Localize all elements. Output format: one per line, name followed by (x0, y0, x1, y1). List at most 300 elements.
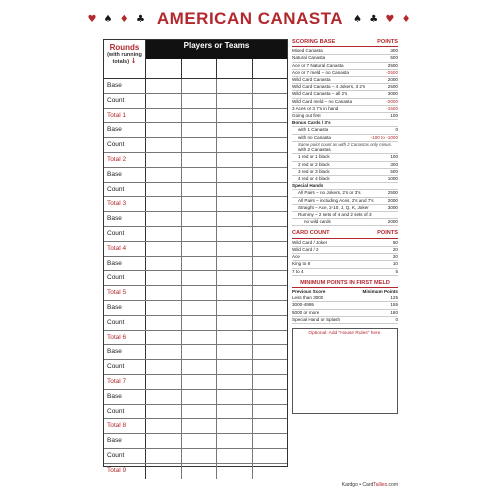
score-cell[interactable] (252, 271, 288, 285)
score-cell[interactable] (181, 212, 217, 226)
score-line (292, 70, 398, 77)
round-row-label: Count (104, 360, 146, 374)
rounds-subtitle-2-text: totals) (112, 59, 130, 65)
score-cell[interactable] (181, 271, 217, 285)
score-cell[interactable] (181, 286, 217, 300)
player-column-head[interactable] (252, 59, 288, 78)
page-title: AMERICAN CANASTA (156, 9, 344, 28)
line-points: 2000 (387, 77, 398, 83)
score-cell[interactable] (216, 345, 252, 359)
score-cells (146, 449, 287, 463)
score-line (292, 99, 398, 106)
line-label: Special Hand or Splash (292, 316, 341, 322)
line-label: King to 8 (292, 261, 311, 267)
score-cell[interactable] (252, 434, 288, 448)
line-points: 20 (392, 246, 398, 252)
score-cell[interactable] (146, 153, 181, 167)
bonus-heading-text: Bonus Cards / 3's (292, 120, 331, 126)
card-count-points-title: POINTS (377, 230, 398, 237)
score-line (292, 302, 398, 309)
line-points: -2000 (386, 98, 398, 104)
score-cell[interactable] (181, 109, 217, 123)
club-icon: ♣ (135, 13, 147, 25)
line-label: with no Canasta (298, 134, 331, 140)
score-cell[interactable] (181, 419, 217, 433)
score-cell[interactable] (146, 138, 181, 152)
minimum-points-label: Minimum Points (362, 288, 398, 294)
score-cell[interactable] (181, 405, 217, 419)
line-label: Wild Card Canasta – 4 Jokers, 3 2's (292, 84, 366, 90)
score-cell[interactable] (146, 271, 181, 285)
score-cell[interactable] (252, 79, 288, 93)
grid-row (104, 449, 287, 464)
card-count-title: CARD COUNT (292, 230, 330, 237)
round-row-label: Base (104, 345, 146, 359)
score-cell[interactable] (252, 153, 288, 167)
grid-row (104, 123, 287, 138)
score-cell[interactable] (252, 449, 288, 463)
first-meld-title: MINIMUM POINTS IN FIRST MELD (300, 279, 390, 286)
grid-row (104, 212, 287, 227)
score-cell[interactable] (216, 109, 252, 123)
score-cells (146, 79, 287, 93)
players-title: Players or Teams (146, 40, 287, 59)
grid-row (104, 301, 287, 316)
score-cell[interactable] (181, 464, 217, 479)
two-canastas-heading (292, 147, 398, 154)
score-cell[interactable] (252, 197, 288, 211)
grid-row (104, 197, 287, 212)
score-cells (146, 464, 287, 479)
card-count-heading (292, 230, 398, 238)
grid-row (104, 138, 287, 153)
score-cell[interactable] (146, 390, 181, 404)
score-cell[interactable] (146, 197, 181, 211)
two-canastas-lines (292, 154, 398, 183)
score-cell[interactable] (252, 405, 288, 419)
score-line (292, 154, 398, 161)
score-line (292, 254, 398, 261)
score-cell[interactable] (146, 464, 181, 479)
score-cell[interactable] (146, 375, 181, 389)
grid-row (104, 227, 287, 242)
score-cell[interactable] (252, 286, 288, 300)
line-label: Ace or 7 meld – no Canasta (292, 69, 349, 75)
score-cell[interactable] (181, 316, 217, 330)
line-label: 3 red or 3 black (298, 168, 330, 174)
line-label: Wild Card meld – no Canasta (292, 98, 353, 104)
round-row-label: Base (104, 434, 146, 448)
score-cell[interactable] (181, 123, 217, 137)
scoring-base-heading (292, 39, 398, 47)
total-row-label: Total 2 (104, 153, 146, 167)
score-cell[interactable] (181, 360, 217, 374)
score-cell[interactable] (146, 360, 181, 374)
score-line (292, 162, 398, 169)
player-column-head[interactable] (146, 59, 181, 78)
score-cell[interactable] (216, 464, 252, 479)
grid-row (104, 390, 287, 405)
line-points: 2500 (387, 62, 398, 68)
score-cell[interactable] (181, 301, 217, 315)
line-points: 10 (392, 261, 398, 267)
round-row-label: Base (104, 257, 146, 271)
brand-card: Card (362, 482, 374, 488)
score-cell[interactable] (252, 331, 288, 345)
line-points: 500 (390, 55, 398, 61)
score-cell[interactable] (252, 316, 288, 330)
line-label: All Pairs – no Jokers, 2's or 3's (298, 190, 361, 196)
score-line (292, 63, 398, 70)
score-cell[interactable] (181, 153, 217, 167)
grid-row (104, 419, 287, 434)
score-cells (146, 434, 287, 448)
scoring-panel (292, 39, 398, 414)
line-points: -100 to -1000 (370, 134, 398, 140)
rummy-sub-points: 2000 (387, 219, 398, 225)
score-cells (146, 109, 287, 123)
score-cell[interactable] (252, 464, 288, 479)
score-line (292, 190, 398, 197)
score-cell[interactable] (252, 168, 288, 182)
brand-tallies: Tallies (373, 482, 388, 488)
score-cell[interactable] (181, 390, 217, 404)
score-cell[interactable] (216, 375, 252, 389)
score-cell[interactable] (216, 301, 252, 315)
player-column-head[interactable] (181, 59, 217, 78)
score-cells (146, 286, 287, 300)
score-cell[interactable] (181, 449, 217, 463)
line-points: 300 (390, 161, 398, 167)
score-cell[interactable] (146, 405, 181, 419)
total-row-label: Total 7 (104, 375, 146, 389)
score-cell[interactable] (181, 345, 217, 359)
brand-dotcom: .com (387, 482, 398, 488)
round-row-label: Count (104, 94, 146, 108)
score-line (292, 106, 398, 113)
line-points: 50 (392, 239, 398, 245)
score-cells (146, 345, 287, 359)
line-label: Mixed Canasta (292, 48, 323, 54)
score-line (292, 269, 398, 276)
score-cell[interactable] (146, 109, 181, 123)
score-cells (146, 94, 287, 108)
rounds-header (104, 40, 146, 78)
score-cell[interactable] (252, 390, 288, 404)
grid-row (104, 375, 287, 390)
total-row-label: Total 6 (104, 331, 146, 345)
score-line (292, 127, 398, 134)
score-cell[interactable] (216, 94, 252, 108)
footer (0, 482, 398, 488)
score-cell[interactable] (216, 419, 252, 433)
score-cell[interactable] (216, 197, 252, 211)
score-cell[interactable] (216, 183, 252, 197)
score-cell[interactable] (216, 405, 252, 419)
score-cells (146, 123, 287, 137)
special-lines (292, 190, 398, 212)
grid-row (104, 257, 287, 272)
house-rules-text: Optional: Add "House Rules" here. (308, 330, 382, 336)
two-canastas-text: with 2 Canastas (298, 147, 331, 153)
score-cell[interactable] (146, 212, 181, 226)
spade-icon: ♠ (353, 13, 365, 25)
score-cell[interactable] (181, 434, 217, 448)
score-cell[interactable] (216, 123, 252, 137)
score-cell[interactable] (146, 168, 181, 182)
score-cell[interactable] (216, 227, 252, 241)
round-row-label: Count (104, 138, 146, 152)
score-cell[interactable] (216, 390, 252, 404)
score-cell[interactable] (252, 212, 288, 226)
grid-row (104, 345, 287, 360)
score-cell[interactable] (216, 257, 252, 271)
line-label: Wild Card Canasta (292, 77, 331, 83)
brand-kardgo: Kardgo (341, 482, 358, 488)
score-line (292, 261, 398, 268)
score-cell[interactable] (146, 79, 181, 93)
total-row-label: Total 9 (104, 464, 146, 479)
score-cell[interactable] (146, 331, 181, 345)
score-cells (146, 375, 287, 389)
score-cell[interactable] (252, 138, 288, 152)
grid-row (104, 271, 287, 286)
score-cells (146, 242, 287, 256)
rounds-subtitle-1: (with running (107, 52, 142, 58)
heart-icon: ♥ (87, 13, 99, 25)
header (0, 8, 500, 30)
line-points: 1000 (387, 176, 398, 182)
line-label: Wild Card / 2 (292, 246, 319, 252)
special-heading-text: Special Hands (292, 183, 324, 189)
line-label: Wild Card / Joker (292, 239, 328, 245)
score-line (292, 84, 398, 91)
line-points: -1500 (386, 105, 398, 111)
score-cell[interactable] (252, 109, 288, 123)
suits-left (87, 14, 146, 25)
score-cell[interactable] (146, 227, 181, 241)
score-line (292, 169, 398, 176)
score-cells (146, 390, 287, 404)
score-cell[interactable] (146, 183, 181, 197)
line-label: 5000 or more (292, 309, 320, 315)
score-cells (146, 360, 287, 374)
spade-icon: ♠ (103, 13, 115, 25)
score-cell[interactable] (216, 331, 252, 345)
score-cell[interactable] (252, 94, 288, 108)
line-points: 5 (395, 268, 398, 274)
line-label: 2 red or 2 black (298, 161, 330, 167)
round-row-label: Base (104, 390, 146, 404)
line-points: 2500 (387, 84, 398, 90)
score-cells (146, 331, 287, 345)
score-line (292, 55, 398, 62)
grid-row (104, 405, 287, 420)
score-cells (146, 227, 287, 241)
grid-row (104, 79, 287, 94)
score-cell[interactable] (252, 375, 288, 389)
score-cell[interactable] (252, 257, 288, 271)
grid-row (104, 464, 287, 479)
score-cell[interactable] (146, 345, 181, 359)
round-row-label: Count (104, 271, 146, 285)
score-cell[interactable] (216, 286, 252, 300)
line-label: Going out first (292, 113, 321, 119)
score-cells (146, 212, 287, 226)
score-cell[interactable] (216, 449, 252, 463)
rummy-sub-line (292, 219, 398, 226)
score-cell[interactable] (181, 94, 217, 108)
score-cell[interactable] (181, 168, 217, 182)
grid-row (104, 331, 287, 346)
round-row-label: Base (104, 168, 146, 182)
grid-header (104, 40, 287, 79)
score-cells (146, 138, 287, 152)
score-cells (146, 153, 287, 167)
previous-score-label: Previous Score (292, 288, 326, 294)
score-cell[interactable] (216, 153, 252, 167)
line-label: Ace or 7 Natural Canasta (292, 62, 344, 68)
line-points: 125 (390, 295, 398, 301)
score-cell[interactable] (181, 227, 217, 241)
score-cell[interactable] (181, 331, 217, 345)
round-row-label: Count (104, 405, 146, 419)
grid-row (104, 94, 287, 109)
line-label: Natural Canasta (292, 55, 326, 61)
bonus-heading (292, 120, 398, 127)
score-cell[interactable] (216, 242, 252, 256)
grid-row (104, 242, 287, 257)
score-cell[interactable] (146, 449, 181, 463)
score-line (292, 247, 398, 254)
line-label: 3000-4995 (292, 302, 314, 308)
line-label: All Pairs – including Aces, 2's and 7's (298, 197, 374, 203)
footer-bullet: • (359, 482, 362, 488)
score-cell[interactable] (216, 79, 252, 93)
round-row-label: Base (104, 212, 146, 226)
score-cell[interactable] (252, 301, 288, 315)
first-meld-heading (292, 280, 398, 288)
score-cells (146, 168, 287, 182)
grid-row (104, 434, 287, 449)
line-points: 0 (395, 127, 398, 133)
line-points: 20 (392, 254, 398, 260)
score-cell[interactable] (181, 197, 217, 211)
score-cell[interactable] (146, 434, 181, 448)
score-cells (146, 271, 287, 285)
line-label: 7 to 4 (292, 268, 304, 274)
score-cell[interactable] (252, 242, 288, 256)
line-points: -2500 (386, 69, 398, 75)
score-cell[interactable] (252, 345, 288, 359)
score-cells (146, 183, 287, 197)
score-cell[interactable] (252, 360, 288, 374)
score-cell[interactable] (181, 257, 217, 271)
rummy-text: Rummy – 2 sets of 4 and 2 sets of 3 (298, 212, 372, 218)
score-cell[interactable] (181, 79, 217, 93)
line-points: 0 (395, 316, 398, 322)
score-cell[interactable] (252, 227, 288, 241)
score-line (292, 135, 398, 142)
score-cells (146, 405, 287, 419)
line-label: with 1 Canasta (298, 127, 329, 133)
total-row-label: Total 4 (104, 242, 146, 256)
grid-row (104, 168, 287, 183)
total-row-label: Total 3 (104, 197, 146, 211)
club-icon: ♣ (369, 13, 381, 25)
grid-row (104, 316, 287, 331)
line-label: Wild Card Canasta – all 2's (292, 91, 348, 97)
score-cell[interactable] (252, 419, 288, 433)
line-label: Less than 3000 (292, 295, 324, 301)
scoring-base-title: SCORING BASE (292, 39, 336, 45)
score-cell[interactable] (146, 257, 181, 271)
score-cell[interactable] (216, 316, 252, 330)
score-cell[interactable] (146, 419, 181, 433)
score-cell[interactable] (146, 286, 181, 300)
bonus-lines (292, 127, 398, 141)
bonus-note: Same point count as with 2 Canastas only minus. (298, 141, 392, 147)
round-row-label: Base (104, 123, 146, 137)
score-line (292, 317, 398, 324)
round-row-label: Base (104, 301, 146, 315)
score-cell[interactable] (252, 183, 288, 197)
score-line (292, 310, 398, 317)
line-points: 100 (390, 154, 398, 160)
score-cell[interactable] (216, 168, 252, 182)
line-points: 155 (390, 302, 398, 308)
grid-rows (104, 79, 287, 479)
player-column-head[interactable] (216, 59, 252, 78)
score-cell[interactable] (216, 138, 252, 152)
score-cell[interactable] (216, 212, 252, 226)
score-cell[interactable] (146, 242, 181, 256)
house-rules-box[interactable] (292, 328, 398, 414)
score-line (292, 198, 398, 205)
rounds-title: Rounds (109, 43, 140, 52)
total-row-label: Total 5 (104, 286, 146, 300)
diamond-icon: ♦ (401, 13, 413, 25)
round-row-label: Count (104, 449, 146, 463)
first-meld-lines (292, 295, 398, 324)
score-cell[interactable] (216, 271, 252, 285)
line-points: 3000 (387, 204, 398, 210)
score-cells (146, 419, 287, 433)
score-cell[interactable] (146, 123, 181, 137)
score-line (292, 205, 398, 212)
score-cell[interactable] (181, 242, 217, 256)
diamond-icon: ♦ (119, 13, 131, 25)
score-cell[interactable] (216, 360, 252, 374)
rummy-line (292, 212, 398, 219)
score-line (292, 48, 398, 55)
player-columns (146, 59, 287, 78)
score-cell[interactable] (146, 316, 181, 330)
line-label: Ace (292, 254, 300, 260)
score-cell[interactable] (216, 434, 252, 448)
heart-icon: ♥ (385, 13, 397, 25)
score-cells (146, 257, 287, 271)
round-row-label: Count (104, 227, 146, 241)
score-cell[interactable] (181, 375, 217, 389)
line-points: 180 (390, 309, 398, 315)
score-cell[interactable] (146, 301, 181, 315)
score-cell[interactable] (252, 123, 288, 137)
score-cell[interactable] (181, 183, 217, 197)
score-cell[interactable] (181, 138, 217, 152)
grid-row (104, 183, 287, 198)
score-cell[interactable] (146, 94, 181, 108)
